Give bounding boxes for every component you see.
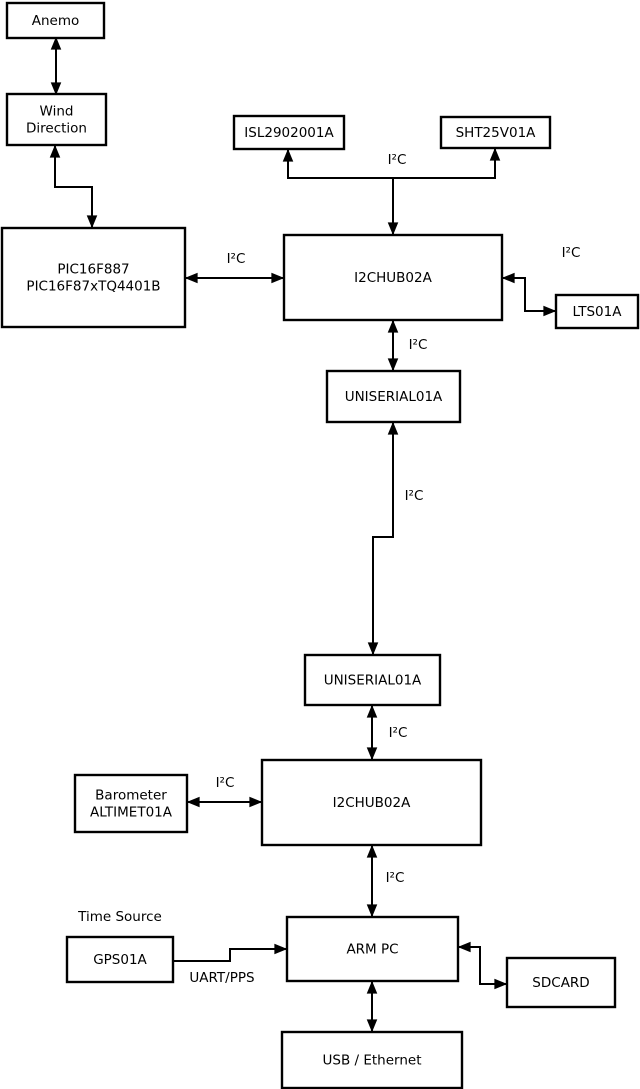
box-uniserial01a-top-label: UNISERIAL01A bbox=[344, 389, 443, 405]
connector-hub1-lts01a bbox=[503, 278, 555, 311]
box-arm-pc-label: ARM PC bbox=[346, 941, 399, 958]
label-i2c-uniserial2-hub2: I²C bbox=[388, 725, 408, 741]
label-i2c-long-link: I²C bbox=[404, 488, 424, 504]
label-uart-pps: UART/PPS bbox=[189, 970, 255, 986]
label-i2c-hub1-uniserial1: I²C bbox=[408, 337, 428, 353]
connector-gps-armpc bbox=[173, 949, 286, 961]
box-usb-ethernet bbox=[282, 1032, 462, 1088]
box-anemo-label: Anemo bbox=[31, 13, 80, 29]
box-gps01a-label: GPS01A bbox=[93, 952, 147, 968]
connector-armpc-sdcard bbox=[459, 947, 506, 984]
box-uniserial01a-top bbox=[327, 371, 460, 422]
box-i2chub02a-bottom-label: I2CHUB02A bbox=[332, 795, 411, 811]
box-sht25v01a-label: SHT25V01A bbox=[455, 125, 536, 141]
box-usb-ethernet-label: USB / Ethernet bbox=[322, 1052, 422, 1069]
box-lts01a bbox=[556, 295, 638, 328]
label-i2c-barometer-hub2: I²C bbox=[215, 775, 235, 791]
box-anemo bbox=[7, 3, 104, 38]
connector-winddirection-pic bbox=[55, 146, 92, 227]
box-pic16f887-border bbox=[2, 228, 185, 327]
box-barometer-altimet01a-label: Barometer ALTIMET01A bbox=[90, 787, 172, 821]
box-uniserial01a-bottom-label: UNISERIAL01A bbox=[323, 672, 422, 689]
box-uniserial01a-bottom bbox=[305, 655, 440, 705]
label-i2c-hub1-lts: I²C bbox=[561, 245, 581, 261]
box-wind-direction-border bbox=[7, 94, 106, 145]
box-i2chub02a-top-label: I2CHUB02A bbox=[354, 270, 432, 286]
box-sdcard-label: SDCARD bbox=[532, 975, 590, 991]
box-sht25v01a bbox=[441, 117, 550, 148]
box-barometer-altimet01a-border bbox=[75, 775, 187, 832]
box-lts01a-label: LTS01A bbox=[572, 304, 622, 320]
box-isl2902001a bbox=[234, 116, 344, 149]
box-barometer-altimet01a bbox=[75, 775, 187, 832]
label-i2c-sensor-bus: I²C bbox=[387, 152, 407, 168]
label-time-source: Time Source bbox=[78, 909, 162, 925]
box-gps01a bbox=[67, 937, 173, 982]
box-isl2902001a-label: ISL2902001A bbox=[244, 125, 334, 141]
label-i2c-hub2-armpc: I²C bbox=[385, 870, 405, 886]
node-layer bbox=[2, 3, 638, 1088]
box-i2chub02a-top bbox=[284, 235, 502, 320]
box-i2chub02a-bottom bbox=[262, 760, 481, 845]
box-arm-pc bbox=[287, 917, 458, 981]
connector-layer bbox=[55, 38, 555, 1031]
connector-uniserial1-uniserial2 bbox=[373, 423, 393, 654]
box-pic16f887-label: PIC16F887 PIC16F87xTQ4401B bbox=[26, 261, 161, 295]
label-i2c-pic-hub1: I²C bbox=[226, 251, 246, 267]
box-pic16f887 bbox=[2, 228, 185, 327]
box-wind-direction bbox=[7, 94, 106, 145]
box-wind-direction-label: Wind Direction bbox=[26, 103, 87, 137]
box-sdcard bbox=[507, 958, 615, 1007]
